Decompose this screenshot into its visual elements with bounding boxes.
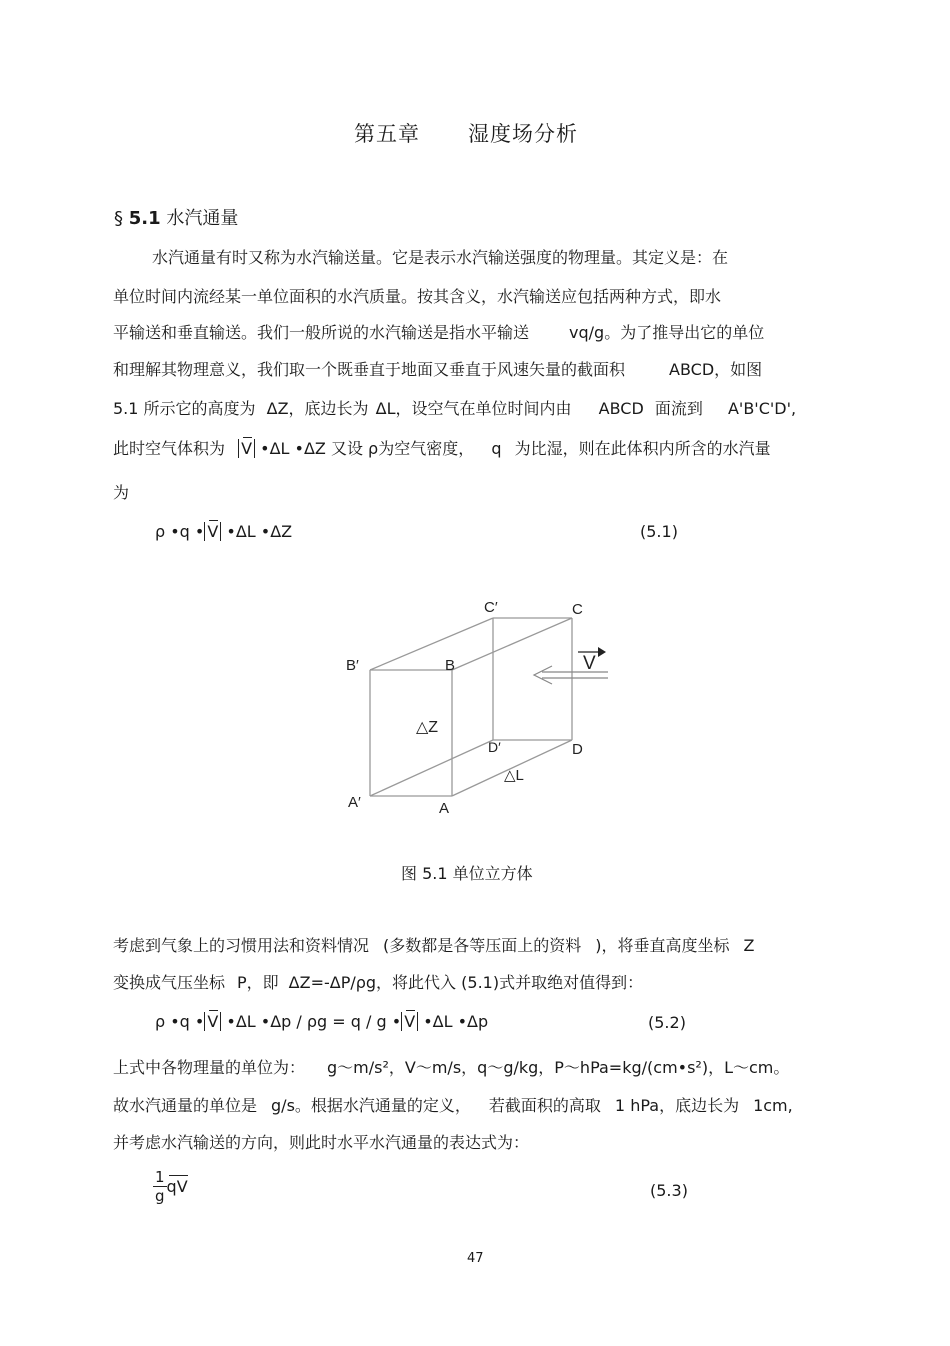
eq2-number: (5.2): [648, 1013, 686, 1032]
para2-f: P，即: [237, 973, 279, 992]
label-a-prime: A′: [348, 794, 361, 811]
para1-line1: 水汽通量有时又称为水汽输送量。它是表示水汽输送强度的物理量。其定义是：在: [152, 248, 729, 267]
eq1-number: (5.1): [640, 522, 678, 541]
para3-line2-d: 1 hPa，底边长为: [614, 1096, 740, 1115]
eq2-part1: ρ •q •: [155, 1012, 205, 1031]
para1-line5-b: ΔZ，底边长为: [266, 399, 369, 418]
para1-line3-a: 平输送和垂直输送。我们一般所说的水汽输送是指水平输送: [113, 323, 530, 342]
section-heading: [114, 204, 238, 230]
equation-5-3: [153, 1168, 188, 1205]
para2-line1: [113, 933, 754, 956]
page-number: 47: [467, 1251, 484, 1266]
vec-v-1: V: [241, 439, 253, 458]
equation-5-1: [155, 522, 292, 541]
label-delta-z: △Z: [416, 719, 439, 736]
eq3-fraction: [153, 1168, 167, 1205]
para1-line5-a: 5.1 所示它的高度为: [113, 399, 256, 418]
eq1-abs-v: [204, 522, 221, 541]
para1-line4-a: 和理解其物理意义，我们取一个既垂直于地面又垂直于风速矢量的截面积: [113, 360, 626, 379]
eq1-vec-v: V: [207, 522, 219, 541]
para1-line5: [113, 396, 796, 419]
eq2-vec-v-1: V: [207, 1012, 219, 1031]
para1-line5-f: A'B'C'D',: [727, 399, 797, 418]
eq3-numerator: 1: [155, 1168, 165, 1186]
chapter-number: 第五章: [354, 122, 420, 146]
section-title: 水汽通量: [166, 208, 239, 229]
section-number: 5.1: [128, 208, 161, 229]
label-a: A: [439, 800, 450, 817]
label-d-prime: D′: [488, 739, 501, 755]
chapter-title: 湿度场分析: [468, 122, 578, 146]
para2-a: 考虑到气象上的习惯用法和资料情况: [113, 936, 370, 955]
label-v: V: [583, 653, 596, 674]
para3-line3: 并考虑水汽输送的方向，则此时水平水汽通量的表达式为：: [113, 1133, 530, 1152]
abs-v-1: [238, 439, 255, 458]
eq1-lhs: ρ •q •: [155, 522, 205, 541]
para3-line2-c: 若截面积的高取: [488, 1096, 601, 1115]
eq2-abs-v-2: [401, 1012, 418, 1031]
para3-line2-b: g/s。根据水汽通量的定义，: [271, 1096, 471, 1115]
para1-line5-e: 面流到: [654, 399, 703, 418]
edge-bprime-cprime: [370, 618, 493, 670]
edge-aprime-dprime: [370, 740, 493, 796]
eq3-denominator: g: [155, 1187, 165, 1205]
para2-d: Z: [743, 936, 755, 955]
para1-line6: [113, 436, 771, 459]
equation-5-2: [155, 1012, 488, 1031]
para1-line6-b: •ΔL •ΔZ 又设 ρ为空气密度，: [260, 439, 475, 458]
label-b-prime: B′: [346, 657, 359, 674]
chapter-heading: [354, 118, 578, 148]
para1-line5-c: ΔL，设空气在单位时间内由: [375, 399, 572, 418]
para1-line6-d: 为比湿，则在此体积内所含的水汽量: [514, 439, 771, 458]
para2-line2: [113, 970, 643, 993]
eq2-part2: •ΔL •Δp / ρg = q / g •: [226, 1012, 402, 1031]
para3-line2-a: 故水汽通量的单位是: [113, 1096, 258, 1115]
para1-line4-b: ABCD，如图: [669, 360, 763, 379]
label-d: D: [572, 741, 583, 758]
unit-cube-figure: [330, 590, 630, 830]
section-mark: §: [114, 208, 123, 229]
para3-line2-e: 1cm,: [753, 1096, 793, 1115]
eq3-number: (5.3): [650, 1181, 688, 1200]
figure-caption: 图 5.1 单位立方体: [401, 864, 533, 883]
label-c-prime: C′: [484, 599, 498, 616]
para3-line1-b: g～m/s²，V～m/s，q～g/kg，P～hPa=kg/(cm•s²)，L～cm。: [327, 1058, 790, 1077]
para2-c: )，将垂直高度坐标: [595, 936, 730, 955]
para1-line6-c: q: [491, 439, 502, 458]
label-c: C: [572, 601, 583, 618]
label-b: B: [445, 657, 456, 674]
eq1-rhs: •ΔL •ΔZ: [226, 522, 293, 541]
para2-g: ΔZ=-ΔP/ρg，将此代入 (5.1)式并取绝对值得到：: [288, 973, 644, 992]
edge-b-c: [452, 618, 572, 670]
eq2-part3: •ΔL •Δp: [423, 1012, 489, 1031]
para3-line2: [113, 1093, 793, 1116]
wind-arrow-icon: [534, 666, 608, 684]
para1-line6-a: 此时空气体积为: [113, 439, 226, 458]
para1-line3-b: vq/g。为了推导出它的单位: [569, 323, 765, 342]
eq2-abs-v-1: [204, 1012, 221, 1031]
para1-line4: [113, 357, 762, 380]
para1-line3: [113, 320, 764, 343]
para3-line1-a: 上式中各物理量的单位为：: [113, 1058, 306, 1077]
para1-line7: 为: [113, 483, 130, 502]
eq2-vec-v-2: V: [404, 1012, 416, 1031]
eq3-body: qV: [166, 1177, 188, 1196]
para1-line5-d: ABCD: [598, 399, 644, 418]
para2-b: (多数都是各等压面上的资料: [383, 936, 582, 955]
para2-e: 变换成气压坐标: [113, 973, 226, 992]
para1-line2: 单位时间内流经某一单位面积的水汽质量。按其含义，水汽输送应包括两种方式，即水: [113, 287, 722, 306]
para3-line1: [113, 1055, 789, 1078]
label-delta-l: △L: [504, 767, 524, 784]
cube-edges: [370, 618, 572, 796]
